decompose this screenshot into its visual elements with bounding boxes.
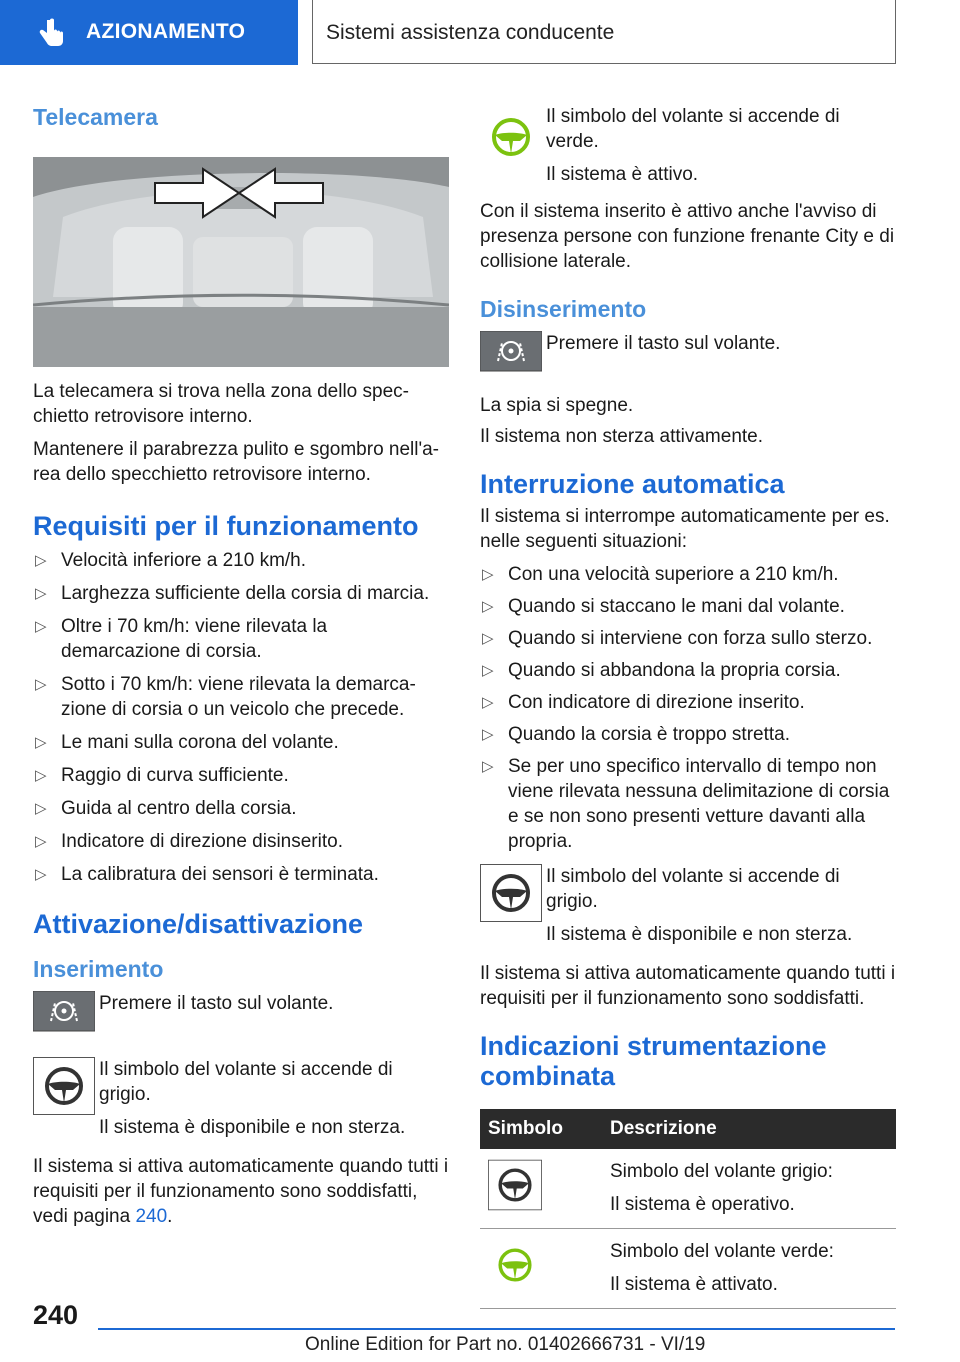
list-item: ▷ Indicatore di direzione disinserito. bbox=[35, 831, 343, 852]
list-item: ▷ Sotto i 70 km/h: viene rilevata la demarca- zione di corsia o un veicolo che precede. bbox=[35, 674, 416, 720]
page-number: 240 bbox=[33, 1300, 79, 1330]
table-header-description: Descrizione bbox=[602, 1109, 896, 1149]
switch-on-row bbox=[33, 991, 449, 1053]
camera-paragraph-1: La telecamera si trova nella zona dello spec- chietto retrovisore interno. bbox=[33, 381, 409, 427]
steering-wheel-green-icon bbox=[480, 104, 542, 162]
row-description-2: Il sistema è operativo. bbox=[610, 1194, 795, 1215]
section-tab-label: AZIONAMENTO bbox=[86, 20, 246, 43]
steering-wheel-grey-icon bbox=[488, 1159, 542, 1211]
triangle-bullet-icon: ▷ bbox=[35, 866, 47, 883]
chapter-header bbox=[312, 0, 896, 64]
triangle-bullet-icon: ▷ bbox=[482, 630, 494, 647]
triangle-bullet-icon: ▷ bbox=[35, 618, 47, 635]
requirements-heading: Requisiti per il funzionamento bbox=[33, 511, 419, 541]
triangle-bullet-icon: ▷ bbox=[35, 552, 47, 569]
interruption-heading: Interruzione automatica bbox=[480, 469, 785, 499]
green-symbol-line-1: Il simbolo del volante si accende di verde. bbox=[546, 106, 840, 152]
edition-note: Online Edition for Part no. 01402666731 - VI/19 bbox=[305, 1334, 706, 1355]
grey-symbol-line-2: Il sistema è disponibile e non sterza. bbox=[99, 1117, 406, 1138]
list-item: ▷ Se per uno specifico intervallo di tempo non viene rilevata nessuna delimitazione di corsia e se non sono presenti vetture davanti alla propria. bbox=[482, 756, 890, 852]
list-item: ▷ Oltre i 70 km/h: viene rilevata la demarcazione di corsia. bbox=[35, 616, 328, 662]
list-item: ▷ Raggio di curva sufficiente. bbox=[35, 765, 289, 786]
row-description-1: Simbolo del volante grigio: bbox=[610, 1161, 833, 1182]
grey-symbol-line-1: Il simbolo del volante si accende di grigio. bbox=[99, 1059, 393, 1105]
indicators-heading: Indicazioni strumentazione combinata bbox=[480, 1031, 827, 1091]
switch-on-heading: Inserimento bbox=[33, 956, 164, 982]
camera-paragraph-2: Mantenere il parabrezza pulito e sgombro nell'a- rea dello specchietto retrovisore interno. bbox=[33, 439, 440, 485]
chapter-title: Sistemi assistenza conducente bbox=[326, 21, 615, 44]
switch-off-heading: Disinserimento bbox=[480, 296, 647, 322]
table-header-symbol: Simbolo bbox=[480, 1109, 602, 1149]
footer-rule bbox=[98, 1328, 895, 1330]
green-symbol-row bbox=[480, 104, 896, 187]
list-item: ▷ Larghezza sufficiente della corsia di marcia. bbox=[35, 583, 430, 604]
switch-off-row bbox=[480, 331, 896, 393]
table-row bbox=[480, 1149, 896, 1229]
triangle-bullet-icon: ▷ bbox=[482, 758, 494, 775]
list-item: ▷ Quando si interviene con forza sullo sterzo. bbox=[482, 628, 873, 649]
steering-wheel-grey-icon bbox=[33, 1057, 95, 1115]
list-item: ▷ Guida al centro della corsia. bbox=[35, 798, 297, 819]
triangle-bullet-icon: ▷ bbox=[482, 694, 494, 711]
list-item: ▷ Velocità inferiore a 210 km/h. bbox=[35, 550, 307, 571]
interruption-paragraph: Il sistema si interrompe automaticamente per es. nelle seguenti situazioni: bbox=[480, 506, 890, 552]
triangle-bullet-icon: ▷ bbox=[482, 566, 494, 583]
list-item: ▷ Le mani sulla corona del volante. bbox=[35, 732, 339, 753]
symbol-table bbox=[480, 1109, 896, 1309]
auto-activation-paragraph: Il sistema si attiva automaticamente quando tutti i requisiti per il funzionamento sono soddisfatti, vedi pagina 240. bbox=[33, 1156, 449, 1227]
requirements-list bbox=[33, 548, 449, 887]
list-item: ▷ Con indicatore di direzione inserito. bbox=[482, 692, 805, 713]
switch-on-instruction: Premere il tasto sul volante. bbox=[99, 993, 334, 1014]
section-tab[interactable] bbox=[0, 0, 298, 65]
list-item: ▷ La calibratura dei sensori è terminata. bbox=[35, 864, 379, 885]
row-description-1: Simbolo del volante verde: bbox=[610, 1241, 834, 1262]
car-interior-image bbox=[33, 157, 449, 367]
triangle-bullet-icon: ▷ bbox=[35, 800, 47, 817]
lane-assist-button-icon bbox=[480, 331, 542, 389]
triangle-bullet-icon: ▷ bbox=[482, 726, 494, 743]
list-item: ▷ Con una velocità superiore a 210 km/h. bbox=[482, 564, 839, 585]
grey-symbol-line-1: Il simbolo del volante si accende di grigio. bbox=[546, 866, 840, 912]
auto-activation-paragraph: Il sistema si attiva automaticamente quando tutti i requisiti per il funzionamento sono soddisfatti. bbox=[480, 963, 896, 1009]
grey-symbol-row bbox=[480, 864, 896, 947]
inserted-paragraph: Con il sistema inserito è attivo anche l'avviso di presenza persone con funzione frenante City e di collisione laterale. bbox=[480, 201, 895, 272]
left-column bbox=[33, 100, 449, 1229]
list-item: ▷ Quando la corsia è troppo stretta. bbox=[482, 724, 790, 745]
steering-wheel-green-icon bbox=[488, 1239, 542, 1291]
right-column bbox=[480, 100, 896, 1309]
triangle-bullet-icon: ▷ bbox=[482, 662, 494, 679]
table-row bbox=[480, 1229, 896, 1309]
camera-photo bbox=[33, 157, 449, 367]
triangle-bullet-icon: ▷ bbox=[35, 767, 47, 784]
list-item: ▷ Quando si abbandona la propria corsia. bbox=[482, 660, 841, 681]
triangle-bullet-icon: ▷ bbox=[35, 585, 47, 602]
steering-wheel-grey-icon bbox=[480, 864, 542, 922]
lane-assist-button-icon bbox=[33, 991, 95, 1049]
hand-icon bbox=[38, 18, 66, 48]
grey-symbol-line-2: Il sistema è disponibile e non sterza. bbox=[546, 924, 853, 945]
activation-heading: Attivazione/disattivazione bbox=[33, 909, 364, 939]
triangle-bullet-icon: ▷ bbox=[35, 676, 47, 693]
page-reference-link[interactable]: 240 bbox=[135, 1206, 168, 1227]
off-paragraph-1: La spia si spegne. bbox=[480, 395, 634, 416]
green-symbol-line-2: Il sistema è attivo. bbox=[546, 164, 699, 185]
triangle-bullet-icon: ▷ bbox=[35, 833, 47, 850]
grey-symbol-row bbox=[33, 1057, 449, 1140]
camera-heading: Telecamera bbox=[33, 104, 158, 130]
switch-off-instruction: Premere il tasto sul volante. bbox=[546, 333, 781, 354]
interruption-list bbox=[480, 562, 896, 854]
triangle-bullet-icon: ▷ bbox=[35, 734, 47, 751]
triangle-bullet-icon: ▷ bbox=[482, 598, 494, 615]
off-paragraph-2: Il sistema non sterza attivamente. bbox=[480, 426, 764, 447]
list-item: ▷ Quando si staccano le mani dal volante. bbox=[482, 596, 845, 617]
row-description-2: Il sistema è attivato. bbox=[610, 1274, 778, 1295]
